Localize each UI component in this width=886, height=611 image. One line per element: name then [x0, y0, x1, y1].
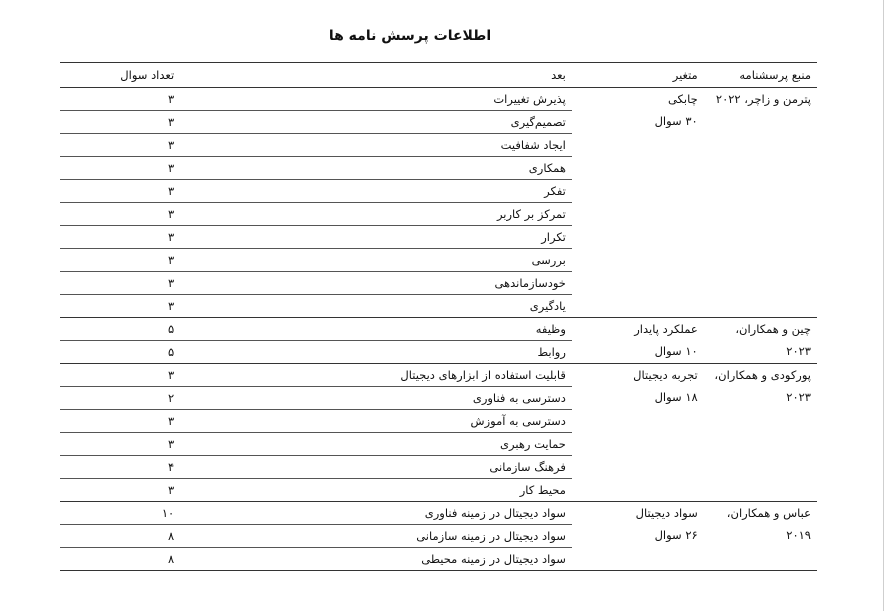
questionnaire-table: [60, 62, 817, 571]
variable-cell: [572, 502, 704, 571]
source-cell: پورکودی و همکاران، ۲۰۲۳: [704, 364, 817, 502]
source-cell: عباس و همکاران، ۲۰۱۹: [704, 502, 817, 571]
dimension-cell: دسترسی به آموزش: [305, 410, 572, 433]
question-count-cell: ۴: [60, 456, 305, 479]
dimension-cell: سواد دیجیتال در زمینه فناوری: [305, 502, 572, 525]
question-count-cell: ۳: [60, 111, 305, 134]
question-count-cell: ۳: [60, 134, 305, 157]
source-cell: چین و همکاران، ۲۰۲۳: [704, 318, 817, 364]
variable-question-count: ۲۶ سوال: [654, 528, 698, 542]
question-count-cell: ۳: [60, 295, 305, 318]
dimension-cell: دسترسی به فناوری: [305, 387, 572, 410]
variable-cell: [572, 364, 704, 502]
question-count-cell: ۸: [60, 548, 305, 571]
table-body: [60, 88, 817, 571]
variable-question-count: ۱۰ سوال: [654, 344, 698, 358]
variable-question-count: ۳۰ سوال: [654, 114, 698, 128]
source-cell: پترمن و زاچر، ۲۰۲۲: [704, 88, 817, 318]
header-count: تعداد سوال: [60, 63, 305, 88]
dimension-cell: حمایت رهبری: [305, 433, 572, 456]
variable-name: سواد دیجیتال: [635, 506, 698, 520]
question-count-cell: ۲: [60, 387, 305, 410]
table-row: [60, 88, 817, 111]
page-edge-divider: [883, 0, 884, 611]
dimension-cell: تمرکز بر کاربر: [305, 203, 572, 226]
question-count-cell: ۵: [60, 341, 305, 364]
dimension-cell: پذیرش تغییرات: [305, 88, 572, 111]
question-count-cell: ۳: [60, 410, 305, 433]
question-count-cell: ۳: [60, 88, 305, 111]
dimension-cell: فرهنگ سازمانی: [305, 456, 572, 479]
dimension-cell: روابط: [305, 341, 572, 364]
header-dimension: بعد: [305, 63, 572, 88]
variable-name: عملکرد پایدار: [634, 322, 698, 336]
dimension-cell: تکرار: [305, 226, 572, 249]
dimension-cell: تفکر: [305, 180, 572, 203]
question-count-cell: ۸: [60, 525, 305, 548]
table-row: [60, 318, 817, 341]
variable-cell: [572, 318, 704, 364]
dimension-cell: سواد دیجیتال در زمینه سازمانی: [305, 525, 572, 548]
header-variable: متغیر: [572, 63, 704, 88]
dimension-cell: وظیفه: [305, 318, 572, 341]
dimension-cell: سواد دیجیتال در زمینه محیطی: [305, 548, 572, 571]
question-count-cell: ۳: [60, 249, 305, 272]
table-row: [60, 364, 817, 387]
dimension-cell: یادگیری: [305, 295, 572, 318]
header-source: منبع پرسشنامه: [704, 63, 817, 88]
question-count-cell: ۳: [60, 364, 305, 387]
question-count-cell: ۱۰: [60, 502, 305, 525]
question-count-cell: ۵: [60, 318, 305, 341]
dimension-cell: ایجاد شفافیت: [305, 134, 572, 157]
question-count-cell: ۳: [60, 226, 305, 249]
question-count-cell: ۳: [60, 157, 305, 180]
dimension-cell: محیط کار: [305, 479, 572, 502]
question-count-cell: ۳: [60, 180, 305, 203]
dimension-cell: همکاری: [305, 157, 572, 180]
variable-name: تجربه دیجیتال: [633, 368, 698, 382]
question-count-cell: ۳: [60, 272, 305, 295]
question-count-cell: ۳: [60, 479, 305, 502]
table-title: اطلاعات پرسش نامه ها: [328, 28, 492, 44]
dimension-cell: قابلیت استفاده از ابزارهای دیجیتال: [305, 364, 572, 387]
table-header-row: [60, 63, 817, 88]
dimension-cell: تصمیم‌گیری: [305, 111, 572, 134]
dimension-cell: بررسی: [305, 249, 572, 272]
question-count-cell: ۳: [60, 433, 305, 456]
variable-name: چابکی: [667, 92, 698, 106]
variable-question-count: ۱۸ سوال: [654, 390, 698, 404]
variable-cell: [572, 88, 704, 318]
dimension-cell: خودسازماندهی: [305, 272, 572, 295]
table-row: [60, 502, 817, 525]
question-count-cell: ۳: [60, 203, 305, 226]
